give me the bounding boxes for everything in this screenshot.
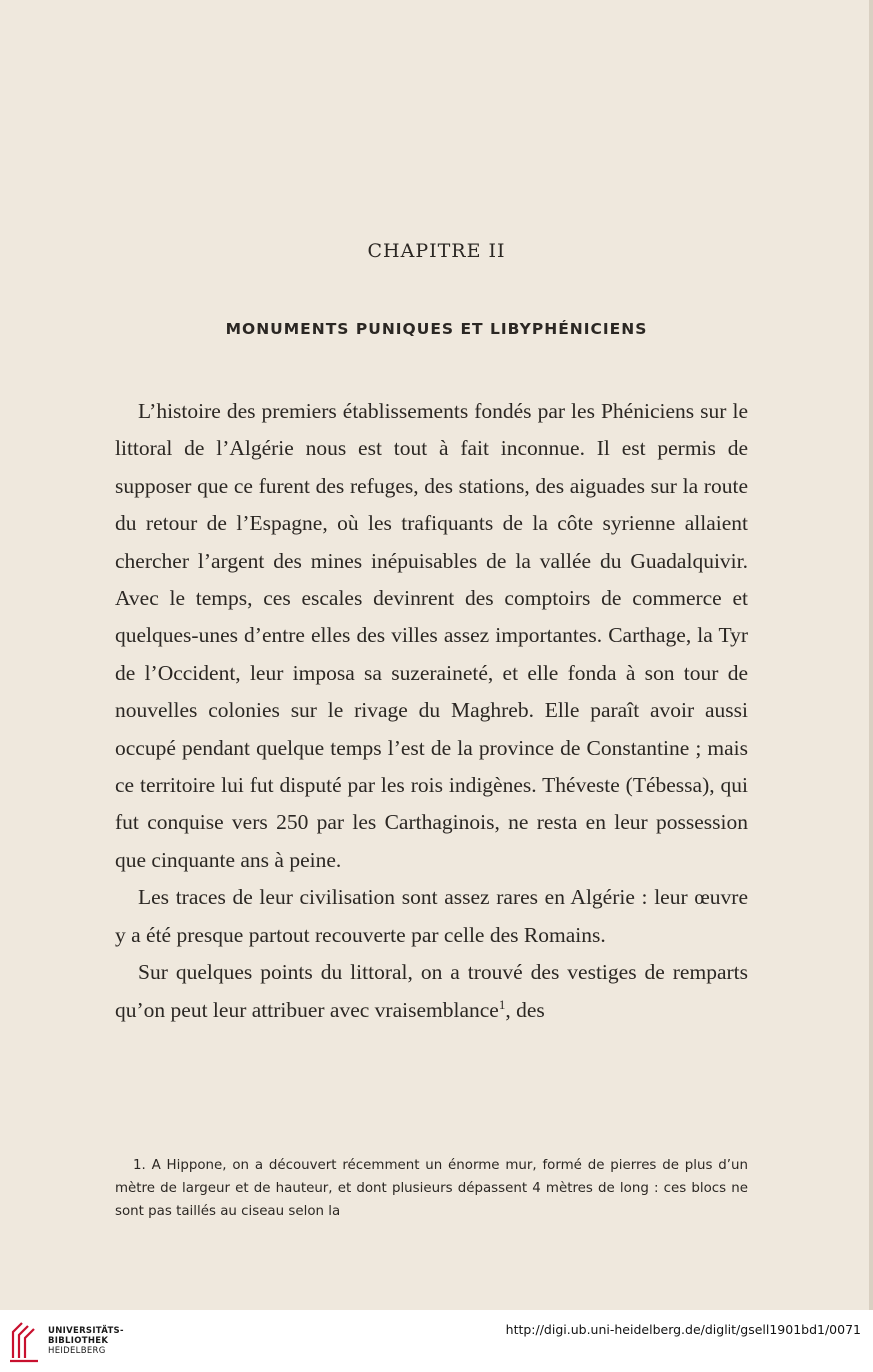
paragraph-1: L’histoire des premiers établissements fondés par les Phéniciens sur le littoral de l’Algérie nous est tout à fait inconnue. Il est permis de supposer que ce furent des refuges, des stations, des aiguades sur la route du retour de l’Espagne, où les trafiquants de la côte syrienne allaient chercher l’argent des mines inépuisables de la vallée du Guadalquivir. Avec le temps, ces escales devinrent des comptoirs de commerce et quelques-unes d’entre elles des villes assez importantes. Carthage, la Tyr de l’Occident, leur imposa sa suzeraineté, et elle fonda à son tour de nouvelles colonies sur le rivage du Maghreb. Elle paraît avoir aussi occupé pendant quelque temps l’est de la province de Constantine ; mais ce territoire lui fut disputé par les rois indigènes. Théveste (Tébessa), qui fut conquise vers 250 par les Carthaginois, ne resta en leur possession que cinquante ans à peine. (115, 399, 748, 872)
chapter-heading: CHAPITRE II (367, 240, 506, 262)
footnote-reference: 1 (498, 996, 506, 1012)
library-name-line-1: UNIVERSITÄTS- (48, 1326, 124, 1336)
library-name-line-3: HEIDELBERG (48, 1346, 106, 1356)
paragraph-3-text: Sur quelques points du littoral, on a trouvé des vestiges de remparts qu’on peut leur attribuer avec vraisemblance (115, 960, 748, 1022)
source-url[interactable]: http://digi.ub.uni-heidelberg.de/diglit/gsell1901bd1/0071 (505, 1322, 861, 1337)
library-name-line-2: BIBLIOTHEK (48, 1336, 109, 1346)
library-name (48, 1326, 124, 1356)
chapter-title: MONUMENTS PUNIQUES ET LIBYPHÉNICIENS (225, 320, 648, 338)
footnote: 1. A Hippone, on a découvert récemment un énorme mur, formé de pierres de plus d’un mètre de largeur et de hauteur, et dont plusieurs dépassent 4 mètres de long : ces blocs ne sont pas taillés au ciseau selon la (115, 1158, 748, 1219)
paragraph-3 (115, 954, 748, 1029)
body-text (115, 393, 748, 1029)
university-library-logo-icon (8, 1318, 42, 1364)
page-edge-shadow (869, 0, 873, 1310)
paragraph-2: Les traces de leur civilisation sont assez rares en Algérie : leur œuvre y a été presque partout recouverte par celle des Romains. (115, 885, 748, 947)
footer-bar (0, 1310, 873, 1372)
paragraph-3-tail: , des (505, 997, 545, 1022)
